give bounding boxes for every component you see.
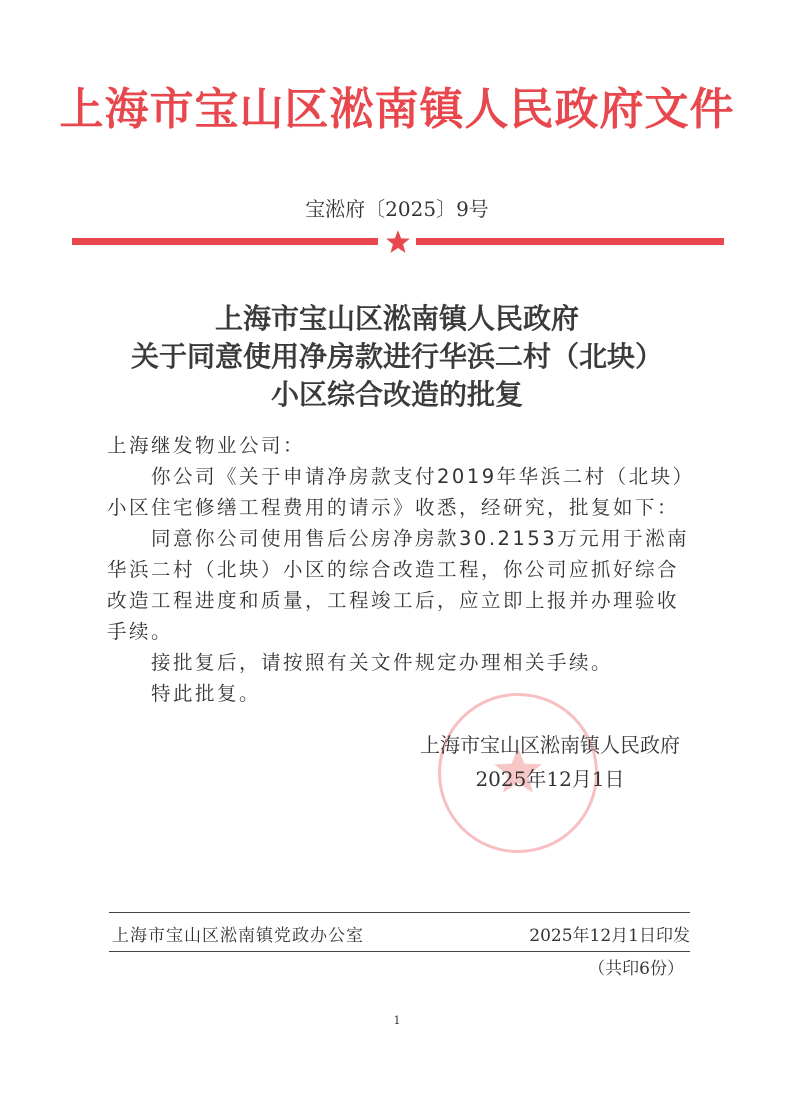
title-line-2: 关于同意使用净房款进行华浜二村（北块） [130, 340, 663, 373]
body-paragraph: 特此批复。 [151, 682, 262, 705]
recipient: 上海继发物业公司： [107, 434, 306, 457]
signature-block [380, 728, 720, 796]
footer-office: 上海市宝山区淞南镇党政办公室 [112, 926, 364, 946]
issuer-name: 上海市宝山区淞南镇人民政府 [420, 733, 680, 757]
body-paragraph: 同意你公司使用售后公房净房款30.2153万元用于淞南华浜二村（北块）小区的综合改造工程，你公司应抓好综合改造工程进度和质量，工程竣工后，应立即上报并办理验收手续。 [107, 527, 690, 643]
footer-copies: （共印6份） [588, 959, 684, 979]
body-paragraph: 你公司《关于申请净房款支付2019年华浜二村（北块）小区住宅修缮工程费用的请示》收悉，经研究，批复如下： [107, 465, 695, 519]
document-body [107, 430, 697, 709]
document-title [0, 300, 794, 414]
title-line-1: 上海市宝山区淞南镇人民政府 [214, 302, 579, 335]
masthead-title: 上海市宝山区淞南镇人民政府文件 [59, 84, 735, 135]
red-divider-right [416, 238, 724, 245]
footer-rule-top [109, 912, 690, 913]
star-icon [385, 229, 411, 255]
footer-print-date: 2025年12月1日印发 [529, 926, 690, 946]
red-divider-left [72, 238, 378, 245]
page-number: 1 [393, 1014, 401, 1027]
document-number: 宝淞府〔2025〕9号 [305, 197, 489, 221]
issue-date: 2025年12月1日 [475, 767, 625, 791]
body-paragraph: 接批复后，请按照有关文件规定办理相关手续。 [151, 651, 614, 674]
title-line-3: 小区综合改造的批复 [270, 378, 523, 411]
footer-rule-bottom [109, 951, 690, 952]
